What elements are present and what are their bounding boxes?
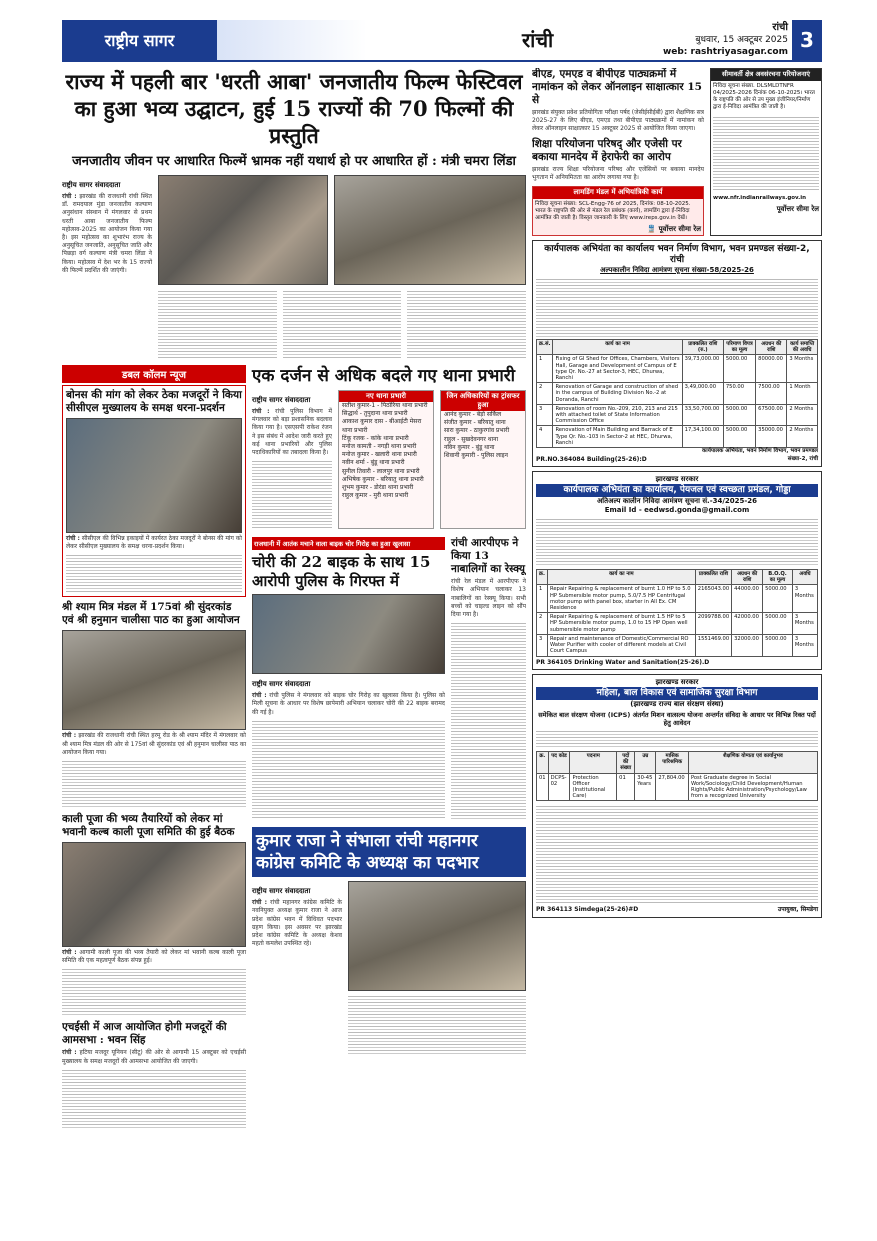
railway-ad-2 [710,68,822,236]
tender2-column-header: क्र. [537,570,548,585]
tender3-sub: (झारखण्ड राज्य बाल संरक्षण संस्था) [630,700,724,708]
child-protection-ad [532,674,822,918]
theft-byline: राष्ट्रीय सागर संवाददाता [252,680,311,689]
tender1-column-header: परिमाण विपत्र का मूल्य [723,340,755,355]
railway-ad-2-web[interactable]: www.nfr.indianrailways.gov.in [713,194,807,201]
tender3-cell: 01 [537,773,549,801]
congress-story [252,827,526,1054]
transfer-body: रांची पुलिस विभाग में मंगलवार को बड़ा प्रशासनिक बदलाव किया गया है। एसएसपी राकेश रंजन ने इस संबंध में आदेश जारी करते हुए कई थाना प्रभारियों और पुलिस पदाधिकारियों का तबादला किया है। [252,408,332,457]
tender1-cell: 7500.00 [756,383,787,405]
edition-date: बुधवार, 15 अक्टूबर 2025 [695,35,788,45]
lead-subhead: जनजातीय जीवन पर आधारित फिल्में भ्रामक नहीं यथार्थ हो पर आधारित हों : मंत्री चमरा लिंडा [72,154,516,169]
tender3-column-header: मासिक पारिश्रमिक [656,752,689,774]
new-officer-item: अभिषेक कुमार - बरियातु थाना प्रभारी [342,475,424,483]
lead-dateline: रांची : [62,193,77,200]
tender1-column-header: कार्य समाप्ति की अवधि [787,340,818,355]
tender3-signature: उपायुक्त, सिमडेगा [777,906,818,914]
railway-ad-2-title: सीमावर्ती क्षेत्र अवसंरचना परियोजनाएं [711,69,821,81]
story1-body-cont [66,553,242,593]
tender1-ref: PR.NO.364084 Building(25-26):D [536,455,647,463]
tender1-cell: 67500.00 [756,404,787,426]
council-body: झारखंड राज्य शिक्षा परियोजना परिषद और एजेंसियों पर बकाया मानदेय भुगतान में अनियमितता का आरोप लगाया गया है। [532,165,704,181]
transferred-officer-item: आनंद कुमार - बेड़ो सर्किल [444,411,502,418]
tender2-office: कार्यपालक अभियंता का कार्यालय, पेयजल एवं स्वच्छता प्रमंडल, गोड्डा [536,484,818,497]
water-tender [532,471,822,670]
tender3-notice: समेकित बाल संरक्षण योजना (ICPS) अंतर्गत मिशन वात्सल्य योजना अन्तर्गत संविदा के आधार पर विभिन्न रिक्त पदों हेतु आवेदन [538,711,816,727]
tender1-row [537,426,818,448]
tender2-cell: Repair Repairing & replacement of burnt 1.0 HP to 5.0 HP Submersible motor pump, 5.0/7.5 HP Centrifugal motor pump with panel box, starter in All Ex. CM Residence [547,585,695,613]
tender1-cell: 35000.00 [756,426,787,448]
tender2-cell: Repair and maintenance of Domestic/Commercial RO Water Purifier with cooler of different models at Civil Court Campus [547,634,695,656]
transferred-officer-item: नविन कुमार - बुंडू थाना [444,443,495,451]
building-tender [532,240,822,467]
congress-body-cont [348,994,526,1054]
railway-ad-1-title: लामडिंग मंडल में अभियांत्रिकी कार्य [533,187,703,199]
tender1-column-header: प्राक्कलित राशि (रु.) [682,340,723,355]
newspaper-logo: राष्ट्रीय सागर [62,20,217,60]
tender2-cell: 5000.00 [763,634,793,656]
story1-headline[interactable]: बोनस की मांग को लेकर ठेका मजदूरों ने किया सीसीएल मुख्यालय के समक्ष धरना-प्रदर्शन [66,389,242,414]
tender1-cell: Renovation of Garage and construction of shed in the campus of Building Division No.-2 at Doranda, Ranchi [553,383,682,405]
lead-body-cont-1 [158,289,277,359]
tender1-row [537,355,818,383]
tender3-column-header: पदों की संख्या [617,752,635,774]
transfer-body-cont [252,459,332,529]
story1-dateline: रांची : [66,535,80,542]
transfer-dateline: रांची : [252,408,270,415]
theft-headline[interactable]: चोरी की 22 बाइक के साथ 15 आरोपी पुलिस के गिरफ्त में [252,553,431,591]
tender3-cell: 30-45 Years [635,773,656,801]
tender3-terms [536,804,818,904]
tender1-column-header: अग्रधन की राशि [756,340,787,355]
tender1-office: कार्यपालक अभियंता का कार्यालय भवन निर्माण विभाग, भवन प्रमण्डल संख्या-2, रांची [544,244,810,266]
transferred-officers-list [440,390,526,529]
tender2-row [537,585,818,613]
tender2-cell: 2 [537,613,548,635]
theft-body: रांची पुलिस ने मंगलवार को बाइक चोर गिरोह का खुलासा किया है। पुलिस को मिली सूचना के आधार पर विशेष छापेमारी अभियान चलाकर चोरी की 22 बाइक बरामद की गई है। [252,692,445,716]
bed-headline[interactable]: बीएड, एमएड व बीपीएड पाठ्यक्रमों में नामांकन को लेकर ऑनलाइन साक्षात्कार 15 से [532,68,702,106]
new-officer-item: टिंकू रजक - कांके थाना प्रभारी [342,434,409,442]
tender1-cell: Fixing of GI Shed for Offices, Chambers, Visitors Hall, Garage and Development of Campus of E type Qr. No.-27 at Sector-3, HEC, Dhurwa, Ranchi [553,355,682,383]
theft-dateline: रांची : [252,692,267,700]
tender1-row [537,383,818,405]
tender3-cell: 01 [617,773,635,801]
tender2-column-header: B.O.Q. का मूल्य [763,570,793,585]
center-stories [252,365,526,1128]
tender1-cell: 33,50,700.00 [682,404,723,426]
theft-photo [252,594,445,674]
new-officers-title: नए थाना प्रभारी [339,391,433,402]
tender2-email[interactable]: Email Id - eedwsd.gonda@gmail.com [604,506,750,515]
masthead [62,20,822,62]
railway-ad-2-body: निविदा सूचना संख्या. DLSMLDTNFR 04/2025-2026 दिनांक 06-10-2025। भारत के राष्ट्रपति की ओर से उप मुख्य इंजीनियर/निर्माण द्वारा ई-निविदा आमंत्रित की जाती है। [713,82,815,110]
tender3-column-header: शैक्षणिक योग्यता एवं कार्यानुभव [688,752,817,774]
tender1-cell: 750.00 [723,383,755,405]
tender1-cell: 17,34,100.00 [682,426,723,448]
rpf-body: रांची रेल मंडल में आरपीएफ ने विशेष अभियान चलाकर 13 नाबालिगों का रेस्क्यू किया। सभी बच्चों को चाइल्ड लाइन को सौंप दिया गया है। [451,578,526,619]
tender2-cell: 3 Months [792,613,817,635]
tender2-cell: 3 Months [792,585,817,613]
tender2-column-header: अग्रधन की राशि [732,570,763,585]
theft-body-cont [252,719,445,819]
theft-kicker: राजधानी में आतंक मचाने वाला बाइक चोर गिरोह का हुआ खुलासा [252,537,445,550]
tender1-table [536,339,818,448]
congress-byline: राष्ट्रीय सागर संवाददाता [252,887,311,896]
railway-ad-1 [532,186,704,236]
lead-body-cont-2 [283,289,402,359]
story4-body-cont [62,1068,246,1128]
lead-photo-2 [334,175,526,285]
transfer-headline[interactable]: एक दर्जन से अधिक बदले गए थाना प्रभारी [252,366,516,386]
tender3-ref: PR 364113 Simdega(25-26)#D [536,906,639,914]
story3-body: आगामी काली पूजा की भव्य तैयारी को लेकर मां भवानी कल्ब काली पूजा समिति की एक महत्वपूर्ण बैठक संपन्न हुई। [62,949,246,965]
tender2-column-header: कार्य का नाम [547,570,695,585]
tender3-cell: 27,804.00 [656,773,689,801]
transferred-officer-item: शिवानी कुमारी - पुलिस लाइन [444,452,508,460]
transferred-officers-title: जिन अधिकारियों का ट्रांसफर हुआ [441,391,525,411]
lead-byline: राष्ट्रीय सागर संवाददाता [62,181,121,189]
story4-dateline: रांची : [62,1049,77,1057]
story2-photo [62,630,246,730]
page-number: 3 [792,20,822,60]
tender2-cell: 32000.00 [732,634,763,656]
tender2-ref: PR 364105 Drinking Water and Sanitation(25-26).D [536,658,710,666]
new-officer-item: राहुल कुमार - मुरी थाना प्रभारी [342,492,409,500]
rpf-headline[interactable]: रांची आरपीएफ ने किया 13 नाबालिगों का रेस्क्यू [451,537,525,576]
story2-headline[interactable]: श्री श्याम मित्र मंडल में 175वां श्री सुंदरकांड एवं श्री हनुमान चालीसा पाठ का हुआ आयोजन [62,601,240,627]
tender2-column-header: प्राक्कलित राशि [695,570,731,585]
story1-photo [66,418,242,533]
tender3-column-header: पद कोड [548,752,570,774]
story4-headline[interactable]: एचईसी में आज आयोजित होगी मजदूरों की आमसभा : भवन सिंह [62,1021,227,1047]
tender1-cell: 5000.00 [723,404,755,426]
tender2-cell: 3 [537,634,548,656]
railway-ad-1-footer: 🚆 पूर्वोत्तर सीमा रेल [647,224,701,233]
tender2-cell: 2165043.00 [695,585,731,613]
tender3-column-header: उम्र [635,752,656,774]
new-officer-item: मनोज कामती - नगड़ी थाना प्रभारी [342,443,417,451]
tender2-cell: 1 [537,585,548,613]
tender3-intro [536,729,818,749]
tender2-column-header: अवधि [792,570,817,585]
congress-headline[interactable]: कुमार राजा ने संभाला रांची महानगर कांग्रेस कमिटि के अध्यक्ष का पदभार [252,827,526,877]
railway-ad-2-body-cont [713,115,819,191]
tender2-state: झारखण्ड सरकार [655,475,699,484]
tender3-office: महिला, बाल विकास एवं सामाजिक सुरक्षा विभाग [536,687,818,700]
tender1-cell: 80000.00 [756,355,787,383]
story3-body-cont [62,967,246,1017]
tender3-cell: Post Graduate degree in Social Work/Sociology/Child Development/Human Rights/Public Administration/Psychology/Law from a recognized University [688,773,817,801]
rpf-body-cont [451,621,526,821]
tender1-cell: 5000.00 [723,355,755,383]
tender3-cell: Protection Officer (Institutional Care) [570,773,617,801]
tender3-row [537,773,818,801]
tender3-column-header: पदनाम [570,752,617,774]
new-officer-item: मनोज कुमार - खलारी थाना प्रभारी [342,451,417,459]
tender1-column-header: क्र.सं. [537,340,553,355]
new-officer-item: आकाश कुमार दास - बीआईटी मेसरा थाना प्रभारी [342,418,422,434]
transferred-officer-item: संजीत कुमार - बरियातु थाना [444,419,506,427]
congress-dateline: रांची : [252,899,268,907]
tender1-cell: 2 Months [787,404,818,426]
railway-ad-2-footer: पूर्वोत्तर सीमा रेल [776,205,819,213]
tender1-cell: 3,49,000.00 [682,383,723,405]
masthead-decoration [217,20,367,60]
lead-photo-1 [158,175,328,285]
edition-city-small: रांची [772,22,788,33]
lead-body-cont-3 [407,289,526,359]
story4-body: हटिया मजदूर यूनियन (सीटू) की ओर से आगामी 15 अक्टूबर को एचईसी मुख्यालय के समक्ष मजदूरों की आमसभा आयोजित की जाएगी। [62,1049,246,1065]
tender1-terms [536,277,818,337]
tender2-notice: अतिअल्प कालीन निविदा आमंत्रण सूचना सं.-34/2025-26 [596,497,758,506]
tender1-cell: 2 Months [787,426,818,448]
tender1-cell: Renovation of room No.-209, 210, 213 and 215 with attached toilet of State Information Commission Office [553,404,682,426]
section-tag: डबल कॉलम न्यूज [62,365,246,383]
tender1-cell: 3 Months [787,355,818,383]
tender1-column-header: कार्य का नाम [553,340,682,355]
story2-body-cont [62,759,246,809]
theft-story [252,537,445,821]
tender2-cell: 42000.00 [732,613,763,635]
tender1-cell: 5000.00 [723,426,755,448]
tender2-cell: Repair Repairing & replacement of burnt 1.5 HP to 5 HP Submersible motor pump, 1.0 to 15 HP Open well submersible motor pump [547,613,695,635]
tender3-cell: DCPS-02 [548,773,570,801]
tender2-row [537,613,818,635]
tender2-cell: 5000.00 [763,613,793,635]
tender2-table [536,569,818,656]
tender2-cell: 5000.00 [763,585,793,613]
tender3-column-header: क्र. [537,752,549,774]
story3-dateline: रांची : [62,949,77,957]
transfer-story [252,365,526,529]
double-column-section [62,365,246,1128]
transfer-byline: राष्ट्रीय सागर संवाददाता [252,396,311,404]
tender2-cell: 1551469.00 [695,634,731,656]
train-icon: 🚆 [647,224,657,233]
council-headline[interactable]: शिक्षा परियोजना परिषद् और एजेसी पर बकाया मानदेय में हेराफेरी का आरोप [532,137,682,163]
new-officer-item: सतीश कुमार-1 - पिठोरिया थाना प्रभारी [342,402,428,409]
story3-photo [62,842,246,947]
lead-body: झारखंड की राजधानी रांची स्थित डॉ. रामदयाल मुंडा जनजातीय कल्याण अनुसंधान संस्थान में मंगलवार से प्रथम धरती आबा जनजातीय फिल्म महोत्सव-2025 का आयोजन किया गया है। इस महोत्सव का शुभारंभ राज्य के अनुसूचित जनजाति, अनुसूचित जाति और पिछड़ा वर्ग कल्याण मंत्री चमरा लिंडा ने किया। महोत्सव में देश भर के 15 राज्यों की फिल्में प्रदर्शित की जाएंगी। [62,193,152,274]
tender2-cell: 44000.00 [732,585,763,613]
congress-body: रांची महानगर कांग्रेस कमिटि के नवनियुक्त अध्यक्ष कुमार राजा ने आज प्रदेश कांग्रेस भवन में विधिवत पदभार ग्रहण किया। इस अवसर पर झारखंड प्रदेश कांग्रेस कमिटि के अध्यक्ष केशव महतो कमलेश उपस्थित रहे। [252,899,342,948]
transferred-officer-item: सारा कुमार - ठाकुरगांव प्रभारी [444,427,510,435]
tender3-table [536,751,818,801]
tender1-cell: Renovation of Main Building and Barrack of E Type Qr. No.-103 in Sector-2 at HEC, Dhurwa, Ranchi [553,426,682,448]
tender3-state: झारखण्ड सरकार [655,678,699,686]
tender1-cell: 1 Month [787,383,818,405]
lead-story [62,68,526,359]
story2-dateline: रांची : [62,732,77,740]
main-content [62,68,526,1228]
new-officers-list [338,390,434,529]
tender2-cell: 3 Months [792,634,817,656]
story1-body: सीसीएल की विभिन्न इकाइयों में कार्यरत ठेका मजदूरों ने बोनस की मांग को लेकर सीसीएल मुख्यालय के समक्ष धरना-प्रदर्शन किया। [66,535,242,551]
transferred-officer-item: राहुल - सुखदेवनगर थाना [444,435,499,443]
website-link[interactable]: web: rashtriyasagar.com [662,47,788,57]
lead-headline[interactable]: राज्य में पहली बार 'धरती आबा' जनजातीय फिल्म फेस्टिवल का हुआ भव्य उद्घाटन, हुई 15 राज्यों की 70 फिल्मों की प्रस्तुति [65,69,523,148]
tender1-cell: 3 [537,404,553,426]
tender1-notice: अल्पकालीन निविदा आमंत्रण सूचना संख्या-58/2025-26 [600,266,754,275]
tender1-row [537,404,818,426]
story2-body: झारखंड की राजधानी रांची स्थित हरमू रोड के श्री श्याम मंदिर में मंगलवार को श्री श्याम मित्र मंडल की ओर से 175वां श्री सुंदरकांड एवं श्री हनुमान चालीसा पाठ का आयोजन किया गया। [62,732,246,756]
right-column [532,68,822,1228]
tender2-row [537,634,818,656]
tender1-signature: कार्यपालक अभियंता, भवन निर्माण विभाग, भवन प्रमण्डल संख्या-2, रांची [702,448,818,462]
bed-body: झारखंड संयुक्त प्रवेश प्रतियोगिता परीक्षा पर्षद (जेसीईसीईबी) द्वारा शैक्षणिक सत्र 2025-27 के लिए बीएड, एमएड तथा बीपीएड पाठ्यक्रमों में नामांकन को लेकर ऑनलाइन साक्षात्कार 15 अक्टूबर 2025 से आयोजित किया जाएगा। [532,109,704,133]
tender2-cell: 2099788.00 [695,613,731,635]
new-officer-item: सिद्धार्थ - तुपुदाना थाना प्रभारी [342,410,408,418]
tender1-cell: 39,73,000.00 [682,355,723,383]
tender1-cell: 1 [537,355,553,383]
tender2-terms [536,517,818,567]
rpf-brief [451,537,526,821]
tender1-cell: 2 [537,383,553,405]
edition-city: रांची [522,28,554,52]
new-officer-item: नवीन शर्मा - बुंडू थाना प्रभारी [342,459,405,467]
congress-photo [348,881,526,991]
railway-ad-1-body: निविदा सूचना संख्या: SCL-Engg-76 of 2025, दिनांक: 08-10-2025. भारत के राष्ट्रपति की ओर से मंडल रेल प्रबंधक (कार्य), लामडिंग द्वारा ई-निविदा आमंत्रित की जाती है। विस्तृत जानकारी के लिए www.ireps.gov.in देखें। [535,200,691,221]
new-officer-item: शुभम कुमार - डोरंडा थाना प्रभारी [342,484,414,492]
tender1-cell: 4 [537,426,553,448]
story3-headline[interactable]: काली पूजा की भव्य तैयारियों को लेकर मां भवानी कल्ब काली पूजा समिति की हुई बैठक [62,813,235,839]
new-officer-item: सुनील तिवारी - लालपुर थाना प्रभारी [342,467,420,475]
